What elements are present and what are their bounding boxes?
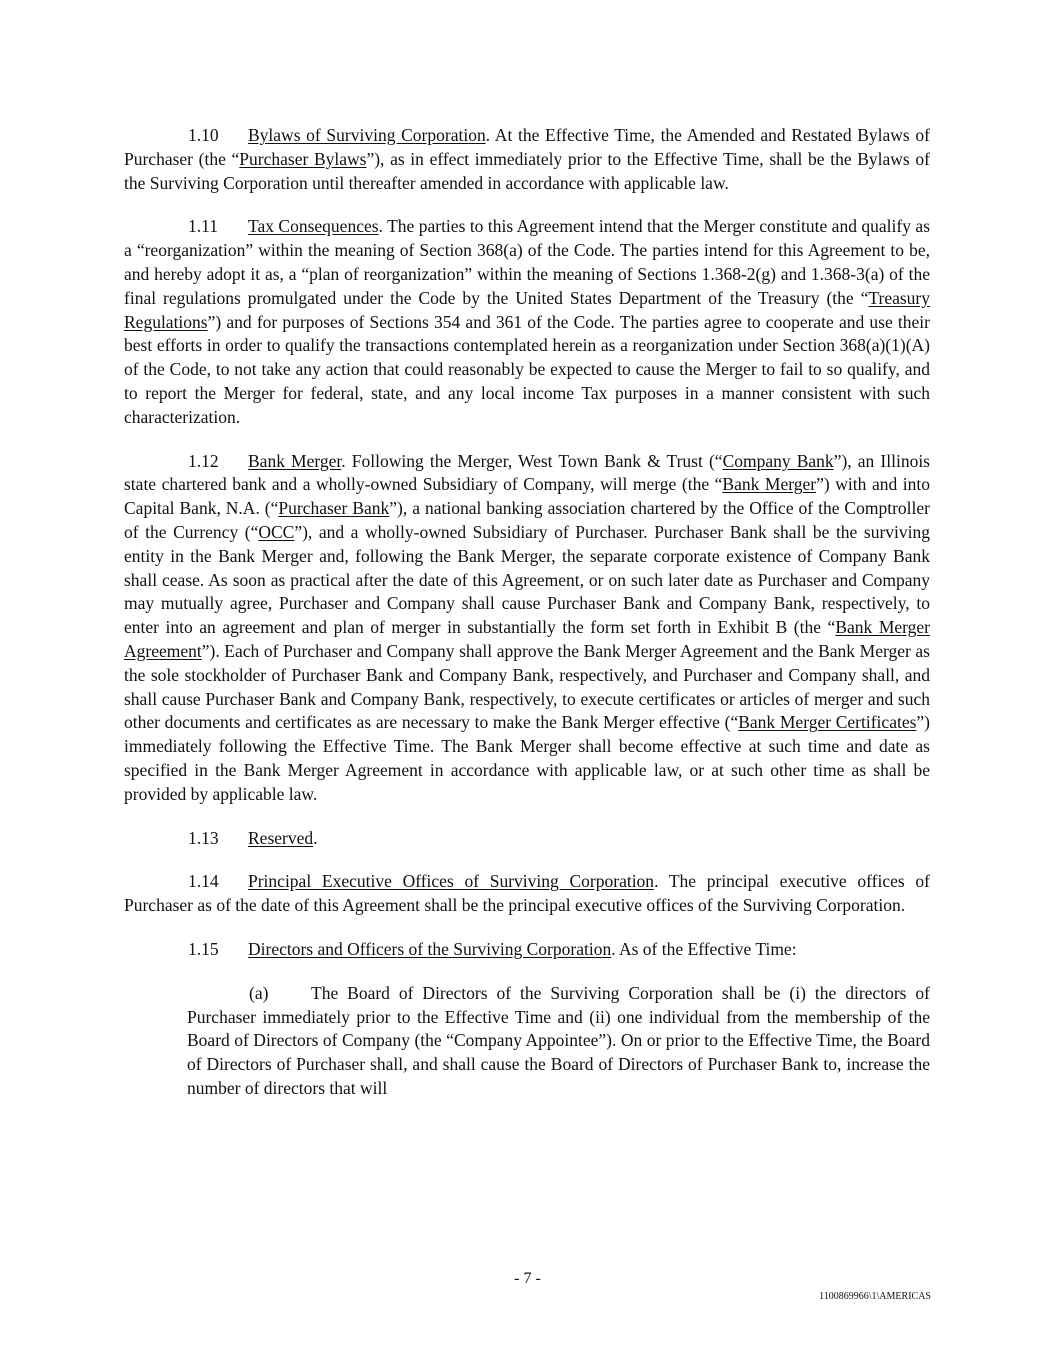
section-heading: Reserved — [248, 827, 314, 848]
section-heading: Directors and Officers of the Surviving Corporation — [248, 938, 612, 959]
section-text: . Following the Merger, West Town Bank & Trust (“ — [341, 450, 723, 471]
section-1-13 — [124, 827, 930, 851]
section-text: . As of the Effective Time: — [611, 938, 797, 959]
section-text: ”) with and into Capital Bank, N.A. (“ — [124, 474, 931, 519]
section-heading: Principal Executive Offices of Surviving Corporation — [248, 871, 655, 892]
section-1-10 — [124, 124, 930, 195]
defined-term: Purchaser Bylaws — [239, 148, 367, 169]
document-body — [124, 124, 930, 1121]
section-text: ”), an Illinois state chartered bank and a wholly-owned Subsidiary of Company, will merge (the “ — [124, 450, 930, 495]
defined-term: Treasury Regulations — [124, 287, 930, 332]
section-number: 1.10 — [188, 125, 219, 145]
section-heading: Bank Merger — [248, 450, 342, 471]
section-1-15 — [124, 938, 930, 962]
section-text: . At the Effective Time, the Amended and Restated Bylaws of Purchaser (the “ — [124, 125, 930, 169]
section-1-12 — [124, 450, 930, 807]
defined-term: Purchaser Bank — [278, 498, 390, 519]
section-text: ”), and a wholly-owned Subsidiary of Purchaser. Purchaser Bank shall be the surviving entity in the Bank Merger and, following the Bank Merger, the separate corporate existence of Company Bank shall cease. As soon as practical after the date of this Agreement, or on such later date as Purchaser and Company may mutually agree, Purchaser and Company shall cause Purchaser Bank and Company Bank, respectively, to enter into an agreement and plan of merger in substantially the form set forth in Exhibit B (the “ — [124, 521, 930, 638]
defined-term: Bank Merger Agreement — [124, 617, 930, 661]
section-heading: Bylaws of Surviving Corporation — [248, 125, 486, 145]
defined-term: Bank Merger Certificates — [738, 712, 917, 733]
section-text: The Board of Directors of the Surviving Corporation shall be (i) the directors of Purchaser immediately prior to the Effective Time and (ii) one individual from the membership of the Board of Directors of Company (the “Company Appointee”). On or prior to the Effective Time, the Board of Directors of Purchaser shall, and shall cause the Board of Directors of Purchaser Bank to, increase the number of directors that will — [187, 982, 930, 1098]
section-text: . The parties to this Agreement intend that the Merger constitute and qualify as a “reorganization” within the meaning of Section 368(a) of the Code. The parties intend for this Agreement to be, and hereby adopt it as, a “plan of reorganization” within the meaning of Sections 1.368-2(g) and 1.368-3(a) of the final regulations promulgated under the Code by the United States Department of the Treasury (the “ — [124, 216, 930, 308]
section-text: ”), a national banking association chartered by the Office of the Comptroller of the Currency (“ — [124, 498, 930, 542]
section-text: ”) and for purposes of Sections 354 and 361 of the Code. The parties agree to cooperate and use their best efforts in order to qualify the transactions contemplated herein as a reorganization under Section 368(a)(1)(A) of the Code, to not take any action that could reasonably be expected to cause the Merger to fail to so qualify, and to report the Merger for federal, state, and any local income Tax purposes in a manner consistent with such characterization. — [124, 311, 930, 427]
section-text: ”) immediately following the Effective Time. The Bank Merger shall become effective at such time and date as specified in the Bank Merger Agreement in accordance with applicable law, or at such other time as shall be provided by applicable law. — [124, 712, 931, 804]
document-id: 1100869966\1\AMERICAS — [819, 1291, 931, 1302]
section-number: 1.12 — [188, 450, 219, 471]
section-heading: Tax Consequences — [248, 216, 379, 237]
subsection-label: (a) — [249, 982, 269, 1003]
page-number: - 7 - — [514, 1270, 541, 1287]
defined-term: Bank Merger — [722, 474, 817, 495]
section-text: . The principal executive offices of Purchaser as of the date of this Agreement shall be the principal executive offices of the Surviving Corporation. — [124, 871, 930, 916]
section-text: ”), as in effect immediately prior to the Effective Time, shall be the Bylaws of the Surviving Corporation until thereafter amended in accordance with applicable law. — [124, 148, 930, 193]
section-text: ”). Each of Purchaser and Company shall approve the Bank Merger Agreement and the Bank Merger as the sole stockholder of Purchaser Bank and Company Bank, respectively, and Purchaser and Company shall, and shall cause Purchaser Bank and Company Bank, respectively, to execute certificates or articles of merger and such other documents and certificates as are necessary to make the Bank Merger effective (“ — [124, 640, 930, 733]
section-number: 1.15 — [188, 938, 219, 959]
subsection-1-15-a — [187, 982, 930, 1101]
section-number: 1.13 — [188, 827, 219, 848]
section-1-14 — [124, 870, 930, 918]
section-number: 1.14 — [188, 871, 219, 892]
defined-term: Company Bank — [722, 450, 834, 471]
section-1-11 — [124, 215, 930, 429]
section-number: 1.11 — [188, 216, 218, 237]
section-text: . — [313, 827, 318, 848]
defined-term: OCC — [258, 521, 295, 542]
